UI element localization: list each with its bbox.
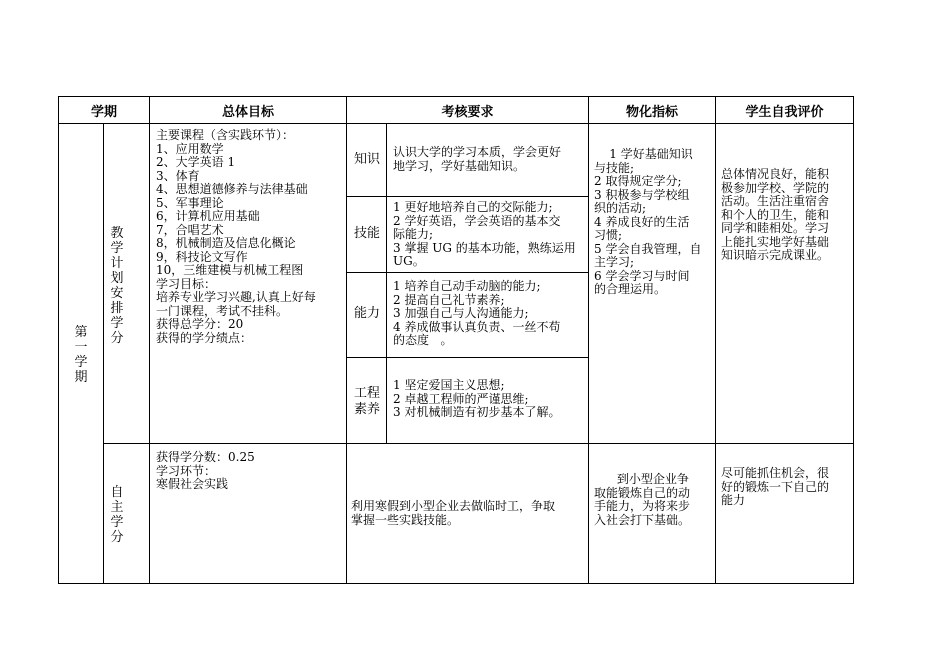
req-label-engineering: 工程 素养 (353, 386, 380, 417)
req-label-skill: 技能 (353, 226, 380, 241)
req-label-ability: 能力 (353, 306, 380, 321)
section2-self-eval-text: 尽可能抓住机会，很 好的锻炼一下自己的 能力 (721, 466, 830, 507)
req-text-skill: 1 更好地培养自己的交际能力; 2 学好英语，学会英语的基本交 际能力; 3 掌握 UG 的基本功能，熟练运用 UG。 (393, 200, 576, 268)
req-text-ability: 1 培养自己动手动脑的能力; 2 提高自己礼节素养; 3 加强自己与人沟通能力; 4 养成做事认真负责、一丝不苟 的态度 。 (393, 279, 561, 347)
section1-goal-text: 主要课程（含实践环节）： 1、应用数学 2、大学英语 1 3、体育 4、思想道德修养与法律基础 5、军事理论 6，计算机应用基础 7，合唱艺术 8，机械制造及信息化概论 9，科技论文写作 10，三维建模与机械工程图 学习目标： 培养专业学习兴趣,认真上好每 一门课程，考试不挂科。 获得总学分：20 获得的学分绩点： (156, 128, 316, 345)
section2-indicators-text: 到小型企业争 取能锻炼自己的动 手能力，为将来步 入社会打下基础。 (594, 472, 691, 527)
section2-requirement-text: 利用寒假到小型企业去做临时工，争取 掌握一些实践技能。 (351, 499, 556, 527)
req-text-engineering: 1 坚定爱国主义思想; 2 卓越工程师的严谨思维; 3 对机械制造有初步基本了解。 (393, 378, 561, 419)
section2-label: 自 主 学 分 (110, 485, 124, 545)
semester-label: 第 一 学 期 (74, 325, 88, 385)
header-semester: 学期 (90, 104, 117, 120)
req-text-knowledge: 认识大学的学习本质，学会更好 地学习，学好基础知识。 (393, 145, 562, 173)
header-self-eval: 学生自我评价 (745, 104, 824, 120)
section2-goal-text: 获得学分数：0.25 学习环节： 寒假社会实践 (156, 450, 255, 491)
section1-indicators-text: 1 学好基础知识 与技能; 2 取得规定学分; 3 积极参与学校组 织的活动; 4 养成良好的生活 习惯; 5 学会自我管理，自 主学习; 6 学会学习与时间 的合理运用。 (594, 147, 702, 296)
req-label-knowledge: 知识 (353, 152, 380, 167)
section1-self-eval-text: 总体情况良好，能积 极参加学校、学院的 活动。生活注重宿舍 和个人的卫生，能和 同学和睦相处。学习 上能扎实地学好基础 知识暗示完成课业。 (721, 167, 830, 262)
header-overall-goal: 总体目标 (221, 104, 274, 120)
header-assessment: 考核要求 (441, 104, 494, 120)
section1-label: 教 学 计 划 安 排 学 分 (110, 226, 124, 346)
header-indicators: 物化指标 (625, 104, 678, 120)
